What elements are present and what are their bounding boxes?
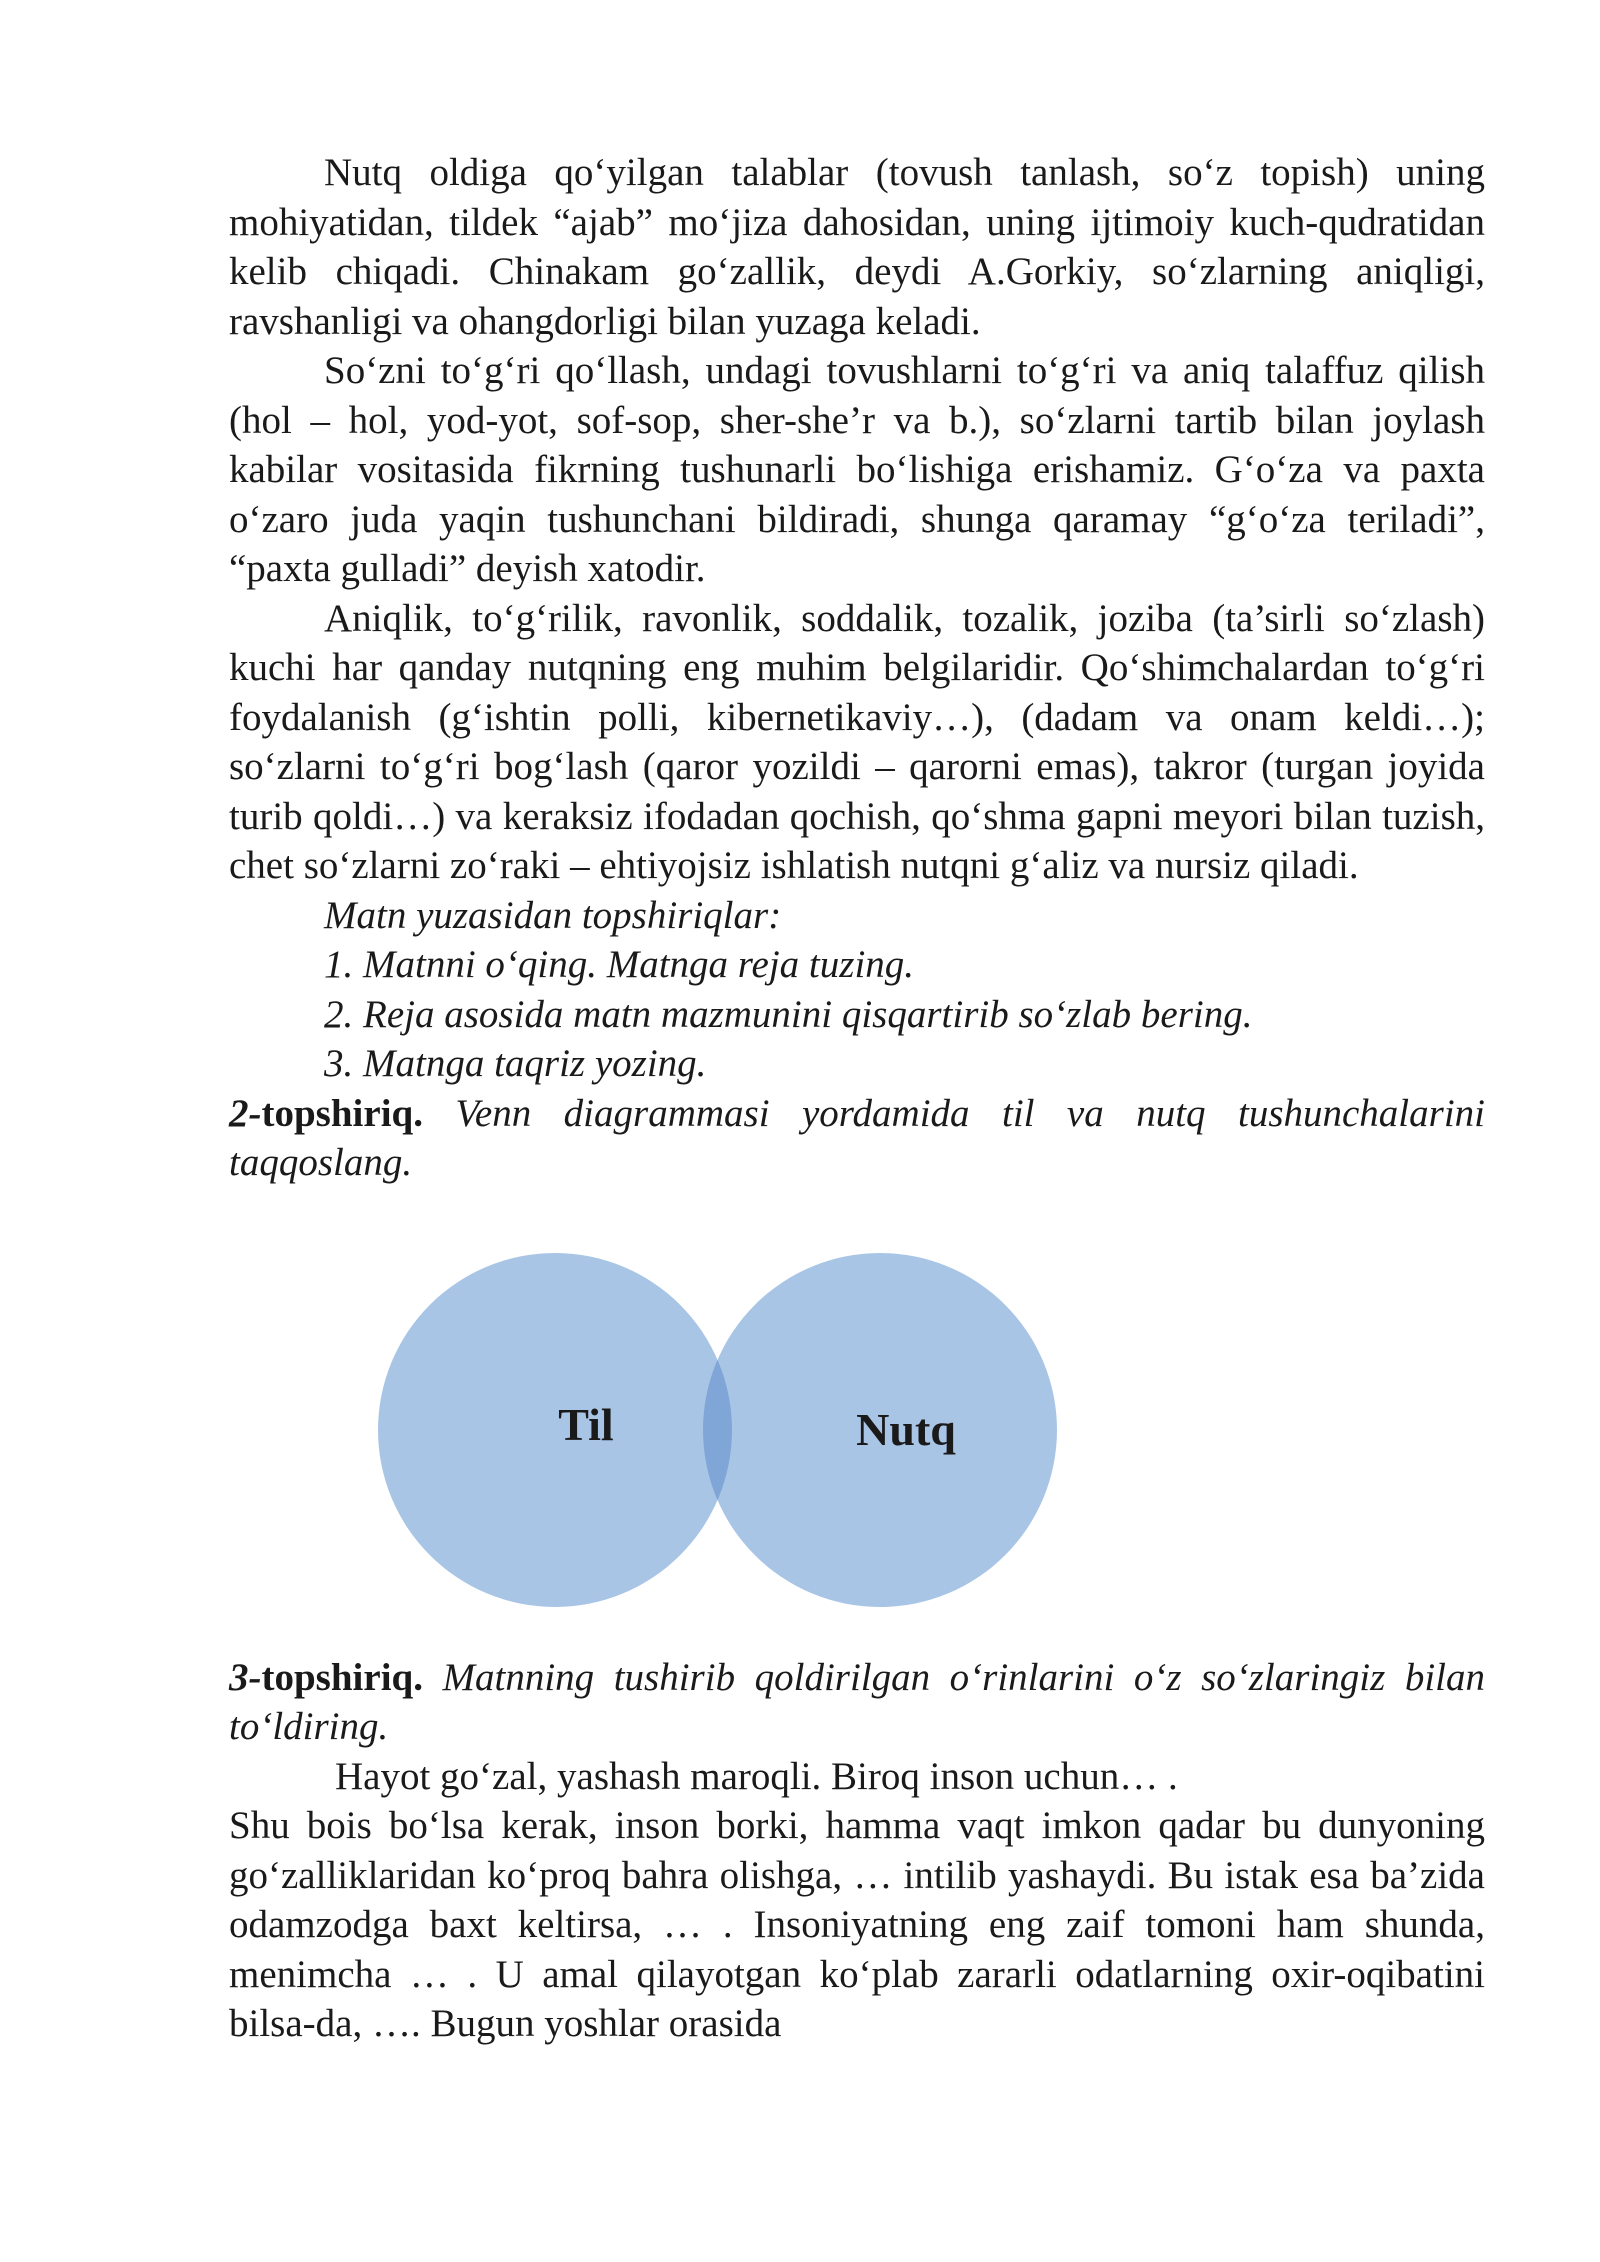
task-3-line-1: Hayot go‘zal, yashash maroqli. Biroq inson uchun… .: [335, 1754, 1178, 1798]
venn-label-til: Til: [558, 1398, 614, 1450]
tasks-heading: Matn yuzasidan topshiriqlar:: [324, 893, 782, 937]
task-3-label: topshiriq.: [261, 1655, 423, 1699]
task-item-3: 3. Matnga taqriz yozing.: [324, 1042, 707, 1085]
paragraph-2: So‘zni to‘g‘ri qo‘llash, undagi tovushlarni to‘g‘ri va aniq talaffuz qilish (hol – hol, yod-yot, sof-sop, sher-she’r va b.), so‘zlarni tartib bilan joylash kabilar vositasida fikrning tushunarli bo‘lishiga erishamiz. G‘o‘za va paxta o‘zaro juda yaqin tushunchani bildiradi, shunga qaramay “g‘o‘za teriladi”, “paxta gulladi” deyish xatodir.: [229, 349, 1485, 590]
paragraph-1: Nutq oldiga qo‘yilgan talablar (tovush tanlash, so‘z topish) uning mohiyatidan, tildek “ajab” mo‘jiza dahosidan, uning ijtimoiy kuch-qudratidan kelib chiqadi. Chinakam go‘zallik, deydi A.Gorkiy, so‘zlarning aniqligi, ravshanligi va ohangdorligi bilan yuzaga keladi.: [229, 151, 1485, 343]
venn-diagram: [229, 1243, 1485, 1623]
venn-label-nutq: Nutq: [856, 1403, 956, 1455]
task-3-instruction: [229, 1653, 1485, 1752]
task-3-body: Shu bois bo‘lsa kerak, inson borki, hamma vaqt imkon qadar bu dunyoning go‘zalliklaridan ko‘proq bahra olishga, … intilib yashaydi. Bu istak esa ba’zida odamzodga baxt keltirsa, … . Insoniyatning eng zaif tomoni ham shunda, menimcha … . U amal qilayotgan ko‘plab zararli odatlarning oxir-oqibatini bilsa-da, …. Bugun yoshlar orasida: [229, 1804, 1485, 2045]
task-item-1: 1. Matnni o‘qing. Matnga reja tuzing.: [324, 943, 915, 986]
task-2-number: 2-: [229, 1091, 262, 1135]
venn-circle-til: [378, 1253, 732, 1607]
task-2-text: Venn diagrammasi yordamida til va nutq tushunchalarini taqqoslang.: [229, 1091, 1485, 1184]
document-page: [229, 148, 1485, 2049]
venn-diagram-svg: [229, 1243, 1485, 1623]
task-item-2: 2. Reja asosida matn mazmunini qisqartirib so‘zlab bering.: [324, 992, 1253, 1036]
task-2-label: topshiriq.: [261, 1091, 423, 1135]
task-2-instruction: [229, 1089, 1485, 1188]
paragraph-3: Aniqlik, to‘g‘rilik, ravonlik, soddalik, tozalik, joziba (ta’sirli so‘zlash) kuchi har qanday nutqning eng muhim belgilaridir. Qo‘shimchalardan to‘g‘ri foydalanish (g‘ishtin polli, kibernetikaviy…), (dadam va onam keldi…); so‘zlarni to‘g‘ri bog‘lash (qaror yozildi – qarorni emas), takror (turgan joyida turib qoldi…) va keraksiz ifodadan qochish, qo‘shma gapni meyori bilan tuzish, chet so‘zlarni zo‘raki – ehtiyojsiz ishlatish nutqni g‘aliz va nursiz qiladi.: [229, 596, 1485, 887]
task-3-text: Matnning tushirib qoldirilgan o‘rinlarini o‘z so‘zlaringiz bilan to‘ldiring.: [229, 1655, 1486, 1748]
task-3-number: 3-: [229, 1655, 262, 1699]
